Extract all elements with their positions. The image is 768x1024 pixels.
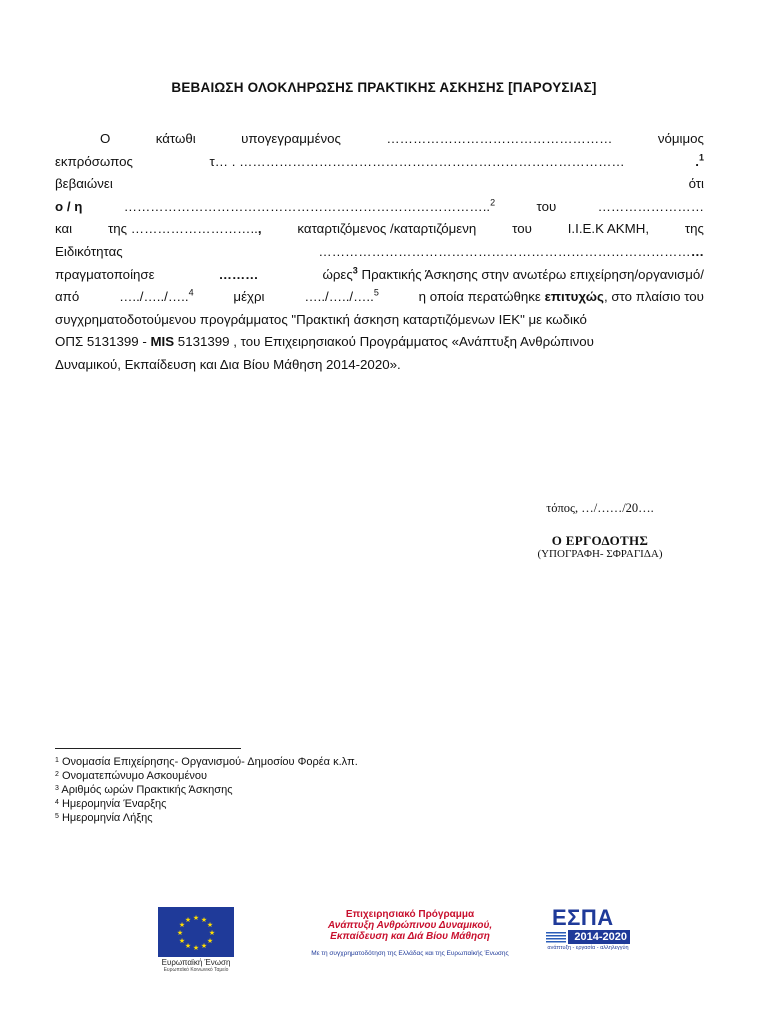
body-line-7: [55, 264, 704, 287]
company-blank: τ… . ……………………………………………………………………………: [209, 153, 625, 169]
father-blank: ……………………: [597, 198, 704, 214]
footnote: $^5$ Ημερομηνία Λήξης: [55, 812, 153, 824]
cofunding-note: Με τη συγχρηματοδότηση της Ελλάδας και της Ευρωπαϊκής Ένωσης: [311, 950, 509, 957]
espa-years: 2014-2020: [568, 930, 630, 944]
certificate-body: [55, 128, 704, 377]
svg-text:★: ★: [178, 937, 186, 945]
body-line-11: [55, 354, 704, 377]
body-word: και: [55, 221, 73, 237]
iek-name: Ι.Ι.Ε.Κ ΑΚΜΗ,: [567, 221, 650, 237]
document-title: ΒΕΒΑΙΩΣΗ ΟΛΟΚΛΗΡΩΣΗΣ ΠΡΑΚΤΙΚΗΣ ΑΣΚΗΣΗΣ [ΠΑΡΟΥΣΙΑΣ]: [171, 80, 597, 95]
eu-flag-icon: [158, 907, 234, 957]
svg-text:★: ★: [192, 914, 200, 922]
program-name-line: Ανάπτυξη Ανθρώπινου Δυναμικού,: [327, 920, 493, 931]
body-word: του: [512, 221, 532, 237]
body-word: ότι: [688, 176, 704, 192]
body-line-5: [55, 218, 704, 241]
body-line-3: [55, 173, 704, 196]
name-blank: ……………………………………………: [386, 131, 613, 146]
body-word: της: [684, 221, 704, 237]
body-text: συγχρηματοδοτούμενου προγράμματος "Πρακτική άσκηση καταρτιζόμενων ΙΕΚ" με κωδικό: [55, 311, 587, 327]
body-line-4: [55, 196, 704, 219]
body-word: μέχρι: [233, 289, 265, 305]
program-name-line: Εκπαίδευση και Διά Βίου Μάθηση: [330, 931, 490, 942]
body-line-8: [55, 286, 704, 309]
svg-text:★: ★: [200, 942, 208, 950]
funding-logos: [0, 903, 768, 973]
hours-label: ώρες$^3$ Πρακτικής Άσκησης στην ανωτέρω επιχείρηση/οργανισμό/: [322, 265, 704, 282]
body-word: Ειδικότητας: [55, 243, 123, 259]
body-word: κάτωθι: [155, 131, 196, 146]
specialty-blank: ……………………………………………………………………………: [318, 243, 704, 259]
svg-text:★: ★: [184, 942, 192, 950]
body-text: ΟΠΣ 5131399 - MIS 5131399 , του Επιχειρησιακού Προγράμματος «Ανάπτυξη Ανθρώπινου: [55, 334, 594, 350]
place-date: τόπος, …/……/20….: [546, 501, 654, 515]
footnote-ref: 5: [373, 287, 379, 298]
eu-logo: [158, 907, 234, 973]
body-line-2: [55, 151, 704, 174]
footnote-ref: 1: [698, 152, 704, 163]
period: .$^1$: [695, 152, 704, 169]
program-title: Επιχειρησιακό Πρόγραμμα: [345, 909, 475, 920]
svg-text:★: ★: [192, 944, 200, 952]
mother-field: της ………………………..,: [108, 221, 262, 237]
svg-text:★: ★: [200, 916, 208, 924]
body-word: καταρτιζόμενος /καταρτιζόμενη: [297, 221, 477, 237]
eu-subcaption: Ευρωπαϊκό Κοινωνικό Ταμείο: [163, 967, 229, 973]
svg-text:★: ★: [206, 937, 214, 945]
espa-brand: ΕΣΠΑ: [552, 905, 614, 930]
body-line-6: [55, 241, 704, 264]
body-word: Ο: [100, 131, 111, 146]
footnote: $^3$ Αριθμός ωρών Πρακτικής Άσκησης: [55, 784, 233, 796]
body-word: βεβαιώνει: [55, 176, 113, 192]
footnote-ref: 3: [352, 265, 358, 276]
trainee-blank: ………………………………………………………………………..$^2$: [123, 197, 496, 214]
svg-text:★: ★: [178, 921, 186, 929]
svg-text:★: ★: [206, 921, 214, 929]
footnote: $^4$ Ημερομηνία Έναρξης: [55, 798, 167, 810]
body-word: νόμιμος: [657, 131, 704, 146]
completion-text: η οποία περατώθηκε επιτυχώς, στο πλαίσιο του: [418, 289, 704, 305]
footnote: $^2$ Ονοματεπώνυμο Ασκουμένου: [55, 770, 208, 782]
svg-text:★: ★: [184, 916, 192, 924]
hours-blank: ………: [218, 266, 259, 282]
svg-text:★: ★: [176, 929, 184, 937]
espa-motto: ανάπτυξη - εργασία - αλληλεγγύη: [547, 945, 629, 951]
body-word: από: [55, 289, 80, 305]
footnote-divider: [55, 748, 241, 749]
body-word: πραγματοποίησε: [55, 266, 155, 282]
body-text: Δυναμικού, Εκπαίδευση και Δια Βίου Μάθηση 2014-2020».: [55, 356, 401, 372]
body-word: ο / η: [55, 198, 83, 214]
greek-flag-icon: [546, 932, 566, 944]
body-word: του: [536, 198, 557, 214]
body-line-1: [55, 128, 704, 151]
start-date-blank: …../…../…..$^4$: [119, 287, 194, 305]
program-logo: [285, 909, 535, 957]
body-word: υπογεγραμμένος: [241, 131, 341, 146]
svg-text:★: ★: [208, 929, 216, 937]
end-date-blank: …../…../…..$^5$: [304, 287, 379, 305]
body-line-10: [55, 331, 704, 354]
footnote-ref: 2: [490, 197, 496, 208]
footnotes: [55, 755, 358, 825]
espa-logo: [546, 906, 630, 951]
footnote: $^1$ Ονομασία Επιχείρησης- Οργανισμού- Δημοσίου Φορέα κ.λπ.: [55, 756, 358, 768]
eu-caption: Ευρωπαϊκή Ένωση: [161, 958, 231, 967]
body-line-9: [55, 309, 704, 332]
footnote-ref: 4: [188, 287, 194, 298]
employer-label: Ο ΕΡΓΟΔΟΤΗΣ: [551, 533, 649, 548]
signature-stamp-label: (ΥΠΟΓΡΑΦΗ- ΣΦΡΑΓΙΔΑ): [537, 548, 663, 560]
body-word: εκπρόσωπος: [55, 153, 133, 169]
